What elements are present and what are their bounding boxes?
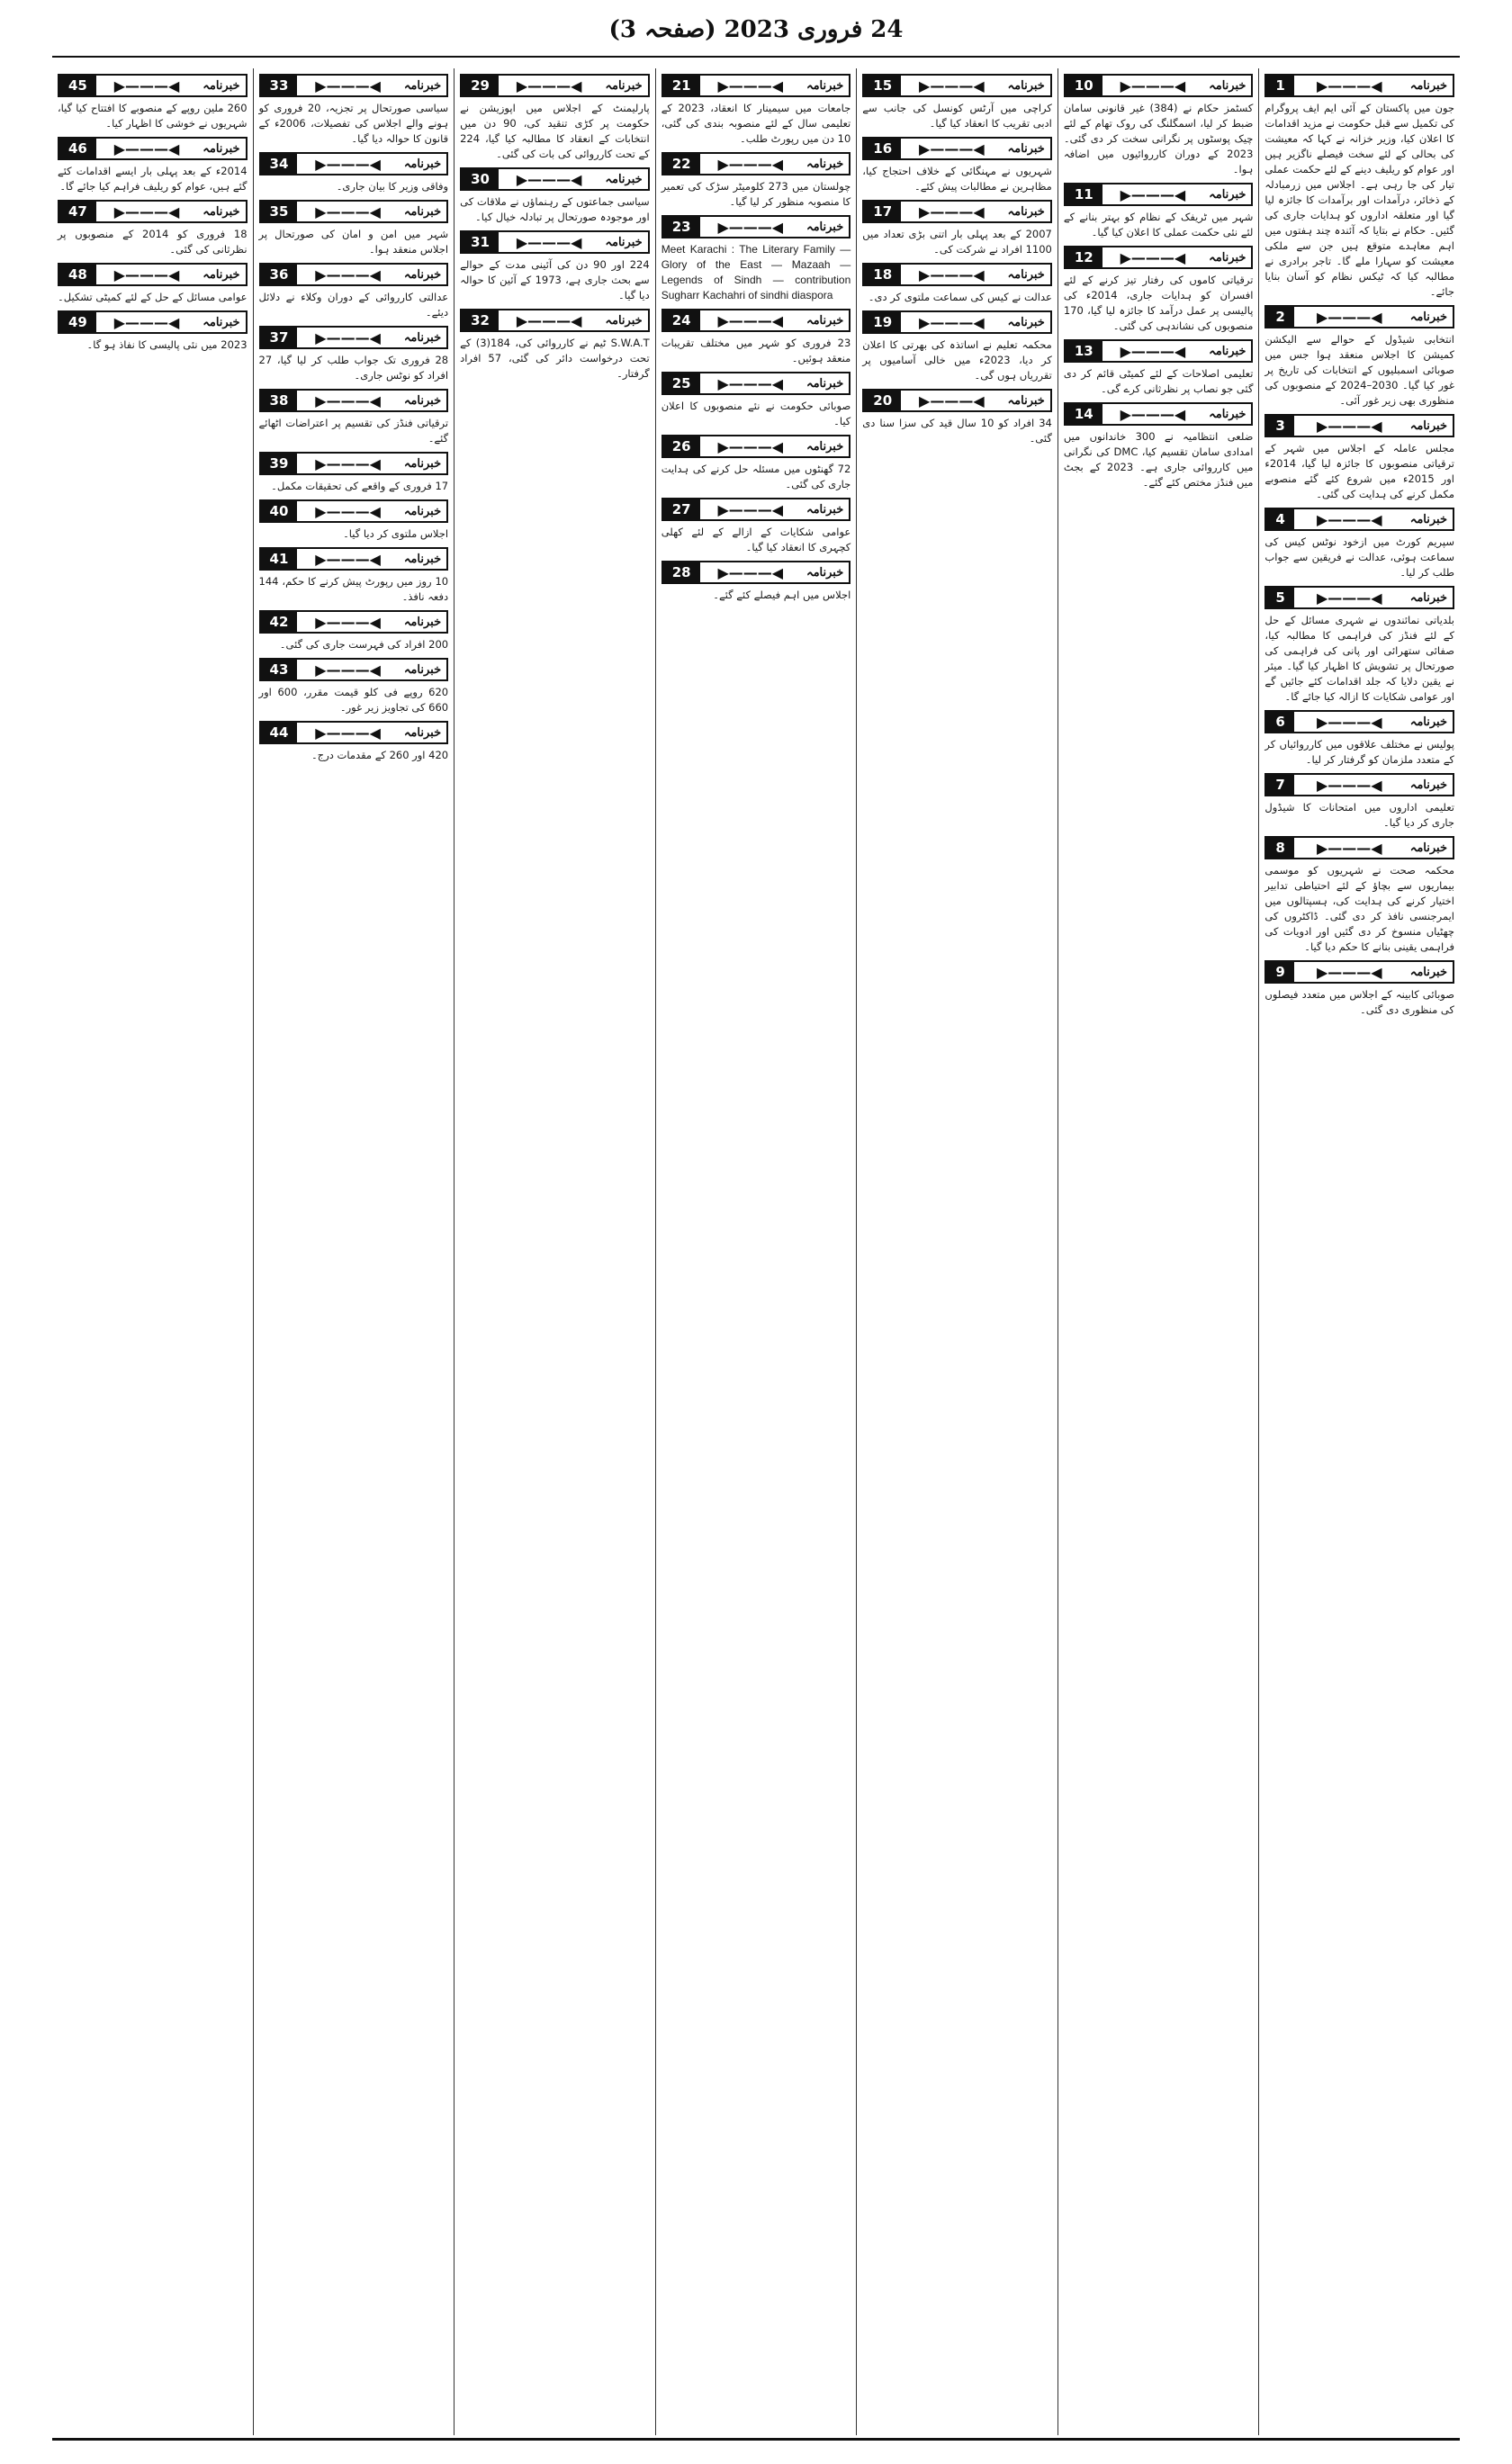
section-number: 31 [462,232,499,252]
section-tag: خبرنامہ [1007,141,1045,156]
section-tag: خبرنامہ [1007,315,1045,329]
double-arrow-icon: ◀———▶ [1316,417,1382,435]
section-header [662,215,851,238]
section-number: 2 [1266,307,1293,327]
section-number: 21 [663,76,700,95]
section-number: 25 [663,373,700,393]
section-header [1264,710,1454,733]
article-text: 17 فروری کے واقعے کی تحقیقات مکمل۔ [271,480,449,492]
section-number: 4 [1266,509,1293,529]
section-number: 15 [864,76,901,95]
section-header [862,263,1052,286]
section-header [1264,305,1454,328]
section-number: 48 [59,265,96,284]
double-arrow-icon: ◀———▶ [1316,76,1382,94]
section-tag: خبرنامہ [605,235,643,249]
double-arrow-icon: ◀———▶ [315,724,381,742]
double-arrow-icon: ◀———▶ [315,76,381,94]
article-text: شہر میں امن و امان کی صورتحال پر اجلاس منعقد ہوا۔ [258,228,449,256]
section-header [259,74,449,97]
article-text: 260 ملین روپے کے منصوبے کا افتتاح کیا گیا، شہریوں نے خوشی کا اظہار کیا۔ [57,102,248,130]
section-tag: خبرنامہ [1409,418,1447,433]
double-arrow-icon: ◀———▶ [717,218,784,236]
article-text: پولیس نے مختلف علاقوں میں کارروائیاں کر کے متعدد ملزمان کو گرفتار کر لیا۔ [1264,738,1454,766]
article-text: کراچی میں آرٹس کونسل کی جانب سے ادبی تقریب کا انعقاد کیا گیا۔ [862,102,1052,130]
section-header [1064,74,1254,97]
section-number: 6 [1266,712,1293,732]
section-number: 39 [261,454,298,473]
section-tag: خبرنامہ [1409,78,1447,93]
section-tag: خبرنامہ [806,439,844,454]
section-header [662,561,851,584]
section-tag: خبرنامہ [605,172,643,186]
columns-container [52,68,1460,2435]
section-header [662,435,851,458]
section-tag: خبرنامہ [1409,965,1447,979]
section-tag: خبرنامہ [403,552,442,566]
section-header [259,263,449,286]
double-arrow-icon: ◀———▶ [1316,510,1382,528]
section-header [58,310,248,334]
page-title: 24 فروری 2023 (صفحہ 3) [608,16,904,43]
section-tag: خبرنامہ [403,393,442,408]
double-arrow-icon: ◀———▶ [1316,963,1382,981]
article-text: S.W.A.T ٹیم نے کارروائی کی، 184(3) کے تحت درخواست دائر کی گئی، 57 افراد گرفتار۔ [460,337,650,380]
double-arrow-icon: ◀———▶ [315,454,381,472]
article-text: بلدیاتی نمائندوں نے شہری مسائل کے حل کے لئے فنڈز کی فراہمی کا مطالبہ کیا، صفائی ستھرائی اور پانی کی فراہمی کی صورتحال پر تشویش کا اظہار کیا گیا۔ میئر نے یقین دلایا کہ جلد اقدامات کئے جائیں گے اور عوامی شکایات کا ازالہ کیا جائے گا۔ [1264,614,1454,703]
double-arrow-icon: ◀———▶ [919,265,985,283]
section-header [259,389,449,412]
double-arrow-icon: ◀———▶ [919,76,985,94]
section-number: 10 [1066,76,1102,95]
section-header [58,137,248,160]
section-header [58,200,248,223]
article-text: مجلس عاملہ کے اجلاس میں شہر کے ترقیاتی منصوبوں کا جائزہ لیا گیا، 2014ء اور 2015ء میں شروع کئے گئے منصوبے مکمل کرنے کی ہدایت کی گئی۔ [1264,442,1454,500]
section-number: 44 [261,723,298,742]
section-number: 1 [1266,76,1293,95]
section-number: 49 [59,312,96,332]
section-header [259,326,449,349]
article-text: عوامی شکایات کے ازالے کے لئے کھلی کچہری کا انعقاد کیا گیا۔ [661,526,851,553]
section-number: 26 [663,436,700,456]
double-arrow-icon: ◀———▶ [717,437,784,455]
double-arrow-icon: ◀———▶ [315,265,381,283]
section-tag: خبرنامہ [403,456,442,471]
article-text: Meet Karachi : The Literary Family — Glory of the East — Mazaah — Legends of Sindh — contribution Sugharr Kachahri of sindhi diaspora [661,243,851,301]
article-text: عدالت نے کیس کی سماعت ملتوی کر دی۔ [868,291,1052,303]
section-header [259,152,449,175]
article-text: 34 افراد کو 10 سال قید کی سزا سنا دی گئی۔ [862,417,1052,445]
article-text: جون میں پاکستان کے آئی ایم ایف پروگرام کی تکمیل سے قبل حکومت نے مزید اقدامات کا اعلان کیا، وزیر خزانہ نے کہا کہ معیشت کی بحالی کے لئے سخت فیصلے ناگزیر ہیں اور عوام کو ریلیف دینے کے لئے حکمت عملی تیار کی جا رہی ہے۔ اجلاس میں زرمبادلہ کے ذخائر، درآمدات اور برآمدات کا جائزہ لیا گیا اور متعلقہ اداروں کو ہدایات جاری کی گئیں۔ حکام نے بتایا کہ آئندہ چند ہفتوں میں اہم معاہدے متوقع ہیں جن سے ملکی معیشت کو سہارا ملے گا۔ تاجر برادری نے مطالبہ کیا کہ ٹیکس نظام کو آسان بنایا جائے۔ [1264,102,1454,298]
article-text: عدالتی کارروائی کے دوران وکلاء نے دلائل دیئے۔ [258,291,449,319]
double-arrow-icon: ◀———▶ [113,76,180,94]
news-column [655,68,857,2435]
section-header [662,309,851,332]
section-tag: خبرنامہ [1409,310,1447,324]
section-header [1264,508,1454,531]
section-number: 17 [864,202,901,221]
section-tag: خبرنامہ [1209,187,1246,202]
section-number: 27 [663,499,700,519]
article-text: جامعات میں سیمینار کا انعقاد، 2023 کے تعلیمی سال کے لئے منصوبہ بندی کی گئی، 10 دن میں رپورٹ طلب۔ [661,102,851,145]
section-header [662,152,851,175]
section-tag: خبرنامہ [806,78,844,93]
news-column [1258,68,1460,2435]
section-tag: خبرنامہ [202,78,240,93]
article-text: چولستان میں 273 کلومیٹر سڑک کی تعمیر کا منصوبہ منظور کر لیا گیا۔ [661,180,851,208]
section-number: 28 [663,562,700,582]
section-tag: خبرنامہ [403,725,442,740]
section-header [259,547,449,571]
section-tag: خبرنامہ [806,220,844,234]
double-arrow-icon: ◀———▶ [516,76,582,94]
section-header [862,200,1052,223]
section-tag: خبرنامہ [806,502,844,517]
double-arrow-icon: ◀———▶ [113,139,180,157]
article-text: کسٹمز حکام نے (384) غیر قانونی سامان ضبط کر لیا، اسمگلنگ کی روک تھام کے لئے چیک پوسٹوں پر نگرانی سخت کر دی گئی۔ 2023 کے دوران کارروائیوں میں اضافہ ہوا۔ [1063,102,1254,175]
section-tag: خبرنامہ [1209,78,1246,93]
double-arrow-icon: ◀———▶ [315,502,381,520]
article-text: 200 افراد کی فہرست جاری کی گئی۔ [279,638,449,651]
section-number: 30 [462,169,499,189]
news-column [1058,68,1259,2435]
double-arrow-icon: ◀———▶ [113,313,180,331]
double-arrow-icon: ◀———▶ [919,391,985,409]
section-tag: خبرنامہ [1409,512,1447,526]
section-header [460,309,650,332]
section-number: 5 [1266,588,1293,607]
section-header [862,137,1052,160]
section-header [1264,414,1454,437]
section-header [460,167,650,191]
double-arrow-icon: ◀———▶ [315,328,381,346]
section-header [662,74,851,97]
double-arrow-icon: ◀———▶ [315,202,381,220]
section-header [259,200,449,223]
section-tag: خبرنامہ [202,204,240,219]
double-arrow-icon: ◀———▶ [1316,839,1382,857]
section-tag: خبرنامہ [403,267,442,282]
section-header [862,310,1052,334]
double-arrow-icon: ◀———▶ [315,550,381,568]
article-text: ترقیاتی فنڈز کی تقسیم پر اعتراضات اٹھائے گئے۔ [258,417,449,445]
section-tag: خبرنامہ [1007,267,1045,282]
section-number: 12 [1066,247,1102,267]
double-arrow-icon: ◀———▶ [1120,405,1186,423]
section-tag: خبرنامہ [605,78,643,93]
article-text: شہریوں نے مہنگائی کے خلاف احتجاج کیا، مظاہرین نے مطالبات پیش کئے۔ [862,165,1052,193]
article-text: 28 فروری تک جواب طلب کر لیا گیا، 27 افراد کو نوٹس جاری۔ [258,354,449,382]
section-tag: خبرنامہ [806,376,844,391]
section-tag: خبرنامہ [806,157,844,171]
article-text: سیاسی جماعتوں کے رہنماؤں نے ملاقات کی اور موجودہ صورتحال پر تبادلہ خیال کیا۔ [460,195,650,223]
section-header [259,499,449,523]
section-tag: خبرنامہ [1409,590,1447,605]
double-arrow-icon: ◀———▶ [113,265,180,283]
section-tag: خبرنامہ [1007,78,1045,93]
section-tag: خبرنامہ [1409,778,1447,792]
section-tag: خبرنامہ [403,615,442,629]
double-arrow-icon: ◀———▶ [315,155,381,173]
section-number: 38 [261,391,298,410]
section-number: 9 [1266,962,1293,982]
section-header [662,372,851,395]
section-number: 33 [261,76,298,95]
article-text: سیاسی صورتحال پر تجزیہ، 20 فروری کو ہونے والے اجلاس کی تفصیلات، 2006ء کے قانون کا حوالہ دیا گیا۔ [258,102,449,145]
section-header [460,230,650,254]
double-arrow-icon: ◀———▶ [1120,248,1186,266]
section-number: 40 [261,501,298,521]
section-number: 37 [261,328,298,347]
article-text: 10 روز میں رپورٹ پیش کرنے کا حکم، 144 دفعہ نافذ۔ [258,575,449,603]
article-text: 2007 کے بعد پہلی بار اتنی بڑی تعداد میں 1100 افراد نے شرکت کی۔ [862,228,1052,256]
section-number: 36 [261,265,298,284]
article-text: 18 فروری کو 2014 کے منصوبوں پر نظرثانی کی گئی۔ [57,228,248,256]
section-tag: خبرنامہ [1007,204,1045,219]
double-arrow-icon: ◀———▶ [315,391,381,409]
double-arrow-icon: ◀———▶ [717,500,784,518]
article-text: 2014ء کے بعد پہلی بار ایسے اقدامات کئے گئے ہیں، عوام کو ریلیف فراہم کیا جائے گا۔ [57,165,248,193]
double-arrow-icon: ◀———▶ [516,170,582,188]
section-tag: خبرنامہ [806,565,844,580]
section-header [58,74,248,97]
double-arrow-icon: ◀———▶ [315,613,381,631]
section-tag: خبرنامہ [1007,393,1045,408]
section-number: 7 [1266,775,1293,795]
section-tag: خبرنامہ [403,330,442,345]
section-header [1264,836,1454,859]
article-text: 72 گھنٹوں میں مسئلہ حل کرنے کی ہدایت جاری کی گئی۔ [661,463,851,490]
section-tag: خبرنامہ [1409,841,1447,855]
article-text: ضلعی انتظامیہ نے 300 خاندانوں میں امدادی سامان تقسیم کیا، DMC کی نگرانی میں کارروائی جاری ہے۔ 2023 کے بجٹ میں فنڈز مختص کئے گئے۔ [1063,430,1254,489]
section-number: 22 [663,154,700,174]
article-text: وفاقی وزیر کا بیان جاری۔ [336,180,449,193]
section-number: 18 [864,265,901,284]
news-column [454,68,655,2435]
section-number: 14 [1066,404,1102,424]
double-arrow-icon: ◀———▶ [1316,589,1382,607]
section-tag: خبرنامہ [1409,715,1447,729]
section-header [1264,960,1454,984]
double-arrow-icon: ◀———▶ [516,233,582,251]
double-arrow-icon: ◀———▶ [919,313,985,331]
section-number: 20 [864,391,901,410]
double-arrow-icon: ◀———▶ [1316,308,1382,326]
section-number: 47 [59,202,96,221]
section-number: 42 [261,612,298,632]
section-number: 41 [261,549,298,569]
section-tag: خبرنامہ [1209,407,1246,421]
section-header [862,74,1052,97]
double-arrow-icon: ◀———▶ [113,202,180,220]
section-header [662,498,851,521]
section-header [259,610,449,634]
section-tag: خبرنامہ [202,315,240,329]
article-text: 23 فروری کو شہر میں مختلف تقریبات منعقد ہوئیں۔ [661,337,851,364]
article-text: صوبائی حکومت نے نئے منصوبوں کا اعلان کیا۔ [661,400,851,427]
section-tag: خبرنامہ [403,504,442,518]
section-number: 23 [663,217,700,237]
article-text: 420 اور 260 کے مقدمات درج۔ [311,749,449,761]
article-text: اجلاس میں اہم فیصلے کئے گئے۔ [713,589,851,601]
double-arrow-icon: ◀———▶ [919,139,985,157]
section-tag: خبرنامہ [403,204,442,219]
section-number: 3 [1266,416,1293,436]
news-column [856,68,1058,2435]
section-tag: خبرنامہ [1209,344,1246,358]
section-header [1064,402,1254,426]
article-text: سپریم کورٹ میں ازخود نوٹس کیس کی سماعت ہوئی، عدالت نے فریقین سے جواب طلب کر لیا۔ [1264,535,1454,579]
section-header [259,658,449,681]
section-header [1264,586,1454,609]
section-header [862,389,1052,412]
section-tag: خبرنامہ [403,157,442,171]
article-text: اجلاس ملتوی کر دیا گیا۔ [343,527,449,540]
section-header [58,263,248,286]
section-number: 19 [864,312,901,332]
section-number: 46 [59,139,96,158]
article-text: شہر میں ٹریفک کے نظام کو بہتر بنانے کے لئے نئی حکمت عملی کا اعلان کیا گیا۔ [1063,211,1254,238]
section-header [1264,74,1454,97]
section-number: 24 [663,310,700,330]
section-number: 32 [462,310,499,330]
header-rule [52,56,1460,58]
section-number: 45 [59,76,96,95]
article-text: صوبائی کابینہ کے اجلاس میں متعدد فیصلوں کی منظوری دی گئی۔ [1264,988,1454,1016]
article-text: 620 روپے فی کلو قیمت مقرر، 600 اور 660 کی تجاویز زیر غور۔ [258,686,449,714]
section-header [1064,183,1254,206]
double-arrow-icon: ◀———▶ [516,311,582,329]
section-header [1064,339,1254,363]
double-arrow-icon: ◀———▶ [1120,342,1186,360]
article-text: 224 اور 90 دن کی آئینی مدت کے حوالے سے بحث جاری ہے، 1973 کے آئین کا حوالہ دیا گیا۔ [460,258,650,301]
article-text: تعلیمی اصلاحات کے لئے کمیٹی قائم کر دی گئی جو نصاب پر نظرثانی کرے گی۔ [1063,367,1254,395]
double-arrow-icon: ◀———▶ [717,311,784,329]
article-text: محکمہ تعلیم نے اساتذہ کی بھرتی کا اعلان کر دیا، 2023ء میں خالی آسامیوں پر تقرریاں ہوں گی۔ [862,338,1052,382]
section-tag: خبرنامہ [1209,250,1246,265]
double-arrow-icon: ◀———▶ [1316,776,1382,794]
section-number: 11 [1066,184,1102,204]
section-tag: خبرنامہ [403,78,442,93]
article-text: انتخابی شیڈول کے حوالے سے الیکشن کمیشن کا اجلاس منعقد ہوا جس میں صوبائی اسمبلیوں کے انتخابات کی تاریخ پر غور کیا گیا۔ 2030–2024 کے منصوبوں کی منظوری بھی زیر غور آئی۔ [1264,333,1454,407]
section-number: 13 [1066,341,1102,361]
section-number: 16 [864,139,901,158]
article-text: پارلیمنٹ کے اجلاس میں اپوزیشن نے حکومت پر کڑی تنقید کی، 90 دن میں انتخابات کے انعقاد کا مطالبہ کیا گیا، 224 کے تحت کارروائی کی بات کی گئی۔ [460,102,650,160]
section-header [259,721,449,744]
article-text: ترقیاتی کاموں کی رفتار تیز کرنے کے لئے افسران کو ہدایات جاری، 2014ء کی پالیسی پر عمل درآمد کا جائزہ لیا گیا، 170 منصوبوں کی نشاندہی کی گئی۔ [1063,274,1254,332]
article-text: محکمہ صحت نے شہریوں کو موسمی بیماریوں سے بچاؤ کے لئے احتیاطی تدابیر اختیار کرنے کی ہدایت کی، ہسپتالوں میں ایمرجنسی نافذ کر دی گئی۔ ڈاکٹروں کی چھٹیاں منسوخ کر دی گئیں اور ادویات کی فراہمی یقینی بنانے کا حکم دیا گیا۔ [1264,864,1454,953]
section-tag: خبرنامہ [202,141,240,156]
news-column [253,68,454,2435]
double-arrow-icon: ◀———▶ [1120,76,1186,94]
footer-rule [52,2438,1460,2441]
double-arrow-icon: ◀———▶ [1120,185,1186,203]
section-header [1264,773,1454,796]
double-arrow-icon: ◀———▶ [717,374,784,392]
section-tag: خبرنامہ [605,313,643,328]
news-column [52,68,253,2435]
section-tag: خبرنامہ [806,313,844,328]
article-text: 2023 میں نئی پالیسی کا نفاذ ہو گا۔ [86,338,248,351]
section-tag: خبرنامہ [403,662,442,677]
section-number: 43 [261,660,298,679]
section-header [259,452,449,475]
section-header [1064,246,1254,269]
section-number: 29 [462,76,499,95]
article-text: عوامی مسائل کے حل کے لئے کمیٹی تشکیل۔ [58,291,248,303]
double-arrow-icon: ◀———▶ [717,155,784,173]
double-arrow-icon: ◀———▶ [919,202,985,220]
double-arrow-icon: ◀———▶ [315,661,381,679]
section-number: 35 [261,202,298,221]
section-number: 8 [1266,838,1293,858]
section-header [460,74,650,97]
section-number: 34 [261,154,298,174]
double-arrow-icon: ◀———▶ [1316,713,1382,731]
double-arrow-icon: ◀———▶ [717,76,784,94]
section-tag: خبرنامہ [202,267,240,282]
article-text: تعلیمی اداروں میں امتحانات کا شیڈول جاری کر دیا گیا۔ [1264,801,1454,829]
double-arrow-icon: ◀———▶ [717,563,784,581]
